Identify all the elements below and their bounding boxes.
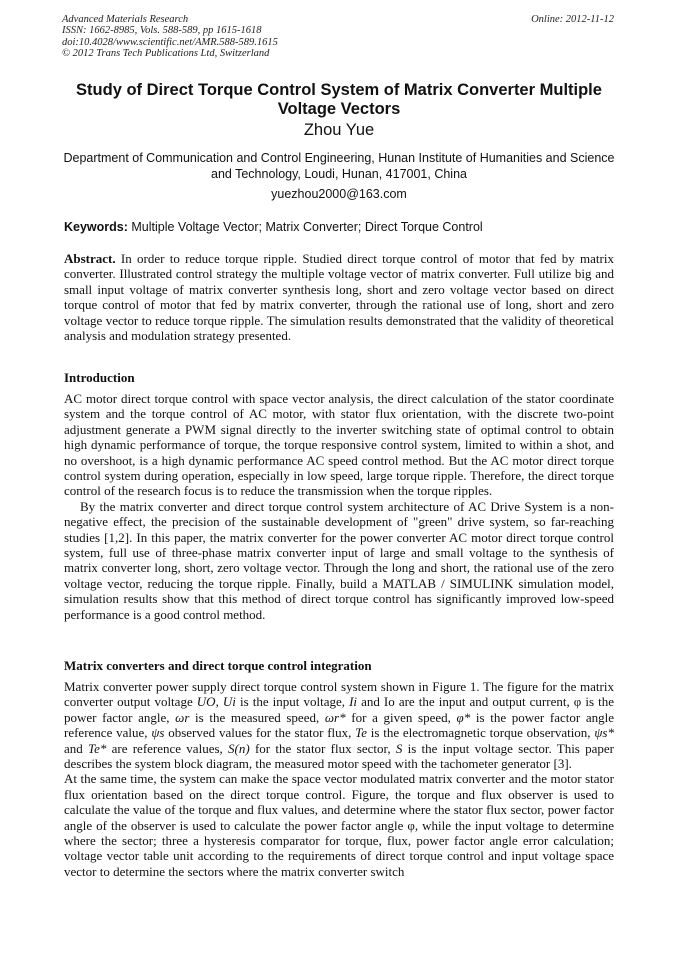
symbol: S: [395, 740, 403, 756]
keywords: [64, 220, 483, 234]
doi: doi:10.4028/www.scientific.net/AMR.588-589.1615: [62, 36, 278, 48]
author-email[interactable]: yuezhou2000@163.com: [271, 187, 407, 201]
text: for the stator flux sector,: [249, 740, 396, 756]
copyright: © 2012 Trans Tech Publications Ltd, Switzerland: [62, 47, 270, 59]
symbol: S(n): [228, 740, 250, 756]
integration-body: [64, 679, 614, 879]
text: is the input voltage sector. This paper describes the system block diagram, the measured motor speed with the tachometer generator [3].: [64, 740, 614, 772]
section-heading-integration: Matrix converters and direct torque control integration: [64, 658, 372, 673]
symbol: ωr: [175, 709, 190, 725]
abstract-label: Abstract.: [64, 251, 116, 266]
text: is the power factor angle reference value,: [64, 709, 614, 741]
symbol: Ii: [349, 694, 358, 710]
section-heading-introduction: Introduction: [64, 370, 135, 385]
text: and: [64, 740, 89, 756]
text: is the electromagnetic torque observation,: [366, 725, 595, 741]
issn: ISSN: 1662-8985, Vols. 588-589, pp 1615-1618: [62, 25, 262, 37]
intro-paragraph-2: By the matrix converter and direct torque control system architecture of AC Drive System is a non-negative effect, the precision of the sustainable development of "green" drive system, so far-reaching studies [1,2]. In this paper, the matrix converter for the power converter AC motor direct torque control system, full use of three-phase matrix converter input of large and small voltage to the synthesis of matrix converter long, short, zero voltage vector. Through the long and short, the rational use of the zero voltage vector, reducing the torque ripple. Finally, build a MATLAB / SIMULINK simulation model, simulation results show that this method of direct torque control has significantly improved low-speed performance is a good control method.: [64, 498, 614, 622]
journal-header: [62, 14, 278, 59]
symbol: ψs: [151, 725, 165, 741]
symbol: ψs*: [594, 725, 614, 741]
journal-name: Advanced Materials Research: [62, 14, 189, 25]
text: ,: [215, 694, 223, 710]
paper-title: Study of Direct Torque Control System of Matrix Converter Multiple Voltage Vectors: [76, 81, 602, 118]
keywords-label: Keywords:: [64, 220, 128, 234]
symbol: UO: [196, 694, 216, 710]
symbol: Ui: [222, 694, 236, 710]
text: is the measured speed,: [189, 709, 325, 725]
symbol: Te*: [88, 740, 107, 756]
author: Zhou Yue: [303, 121, 375, 139]
text: is the input voltage,: [235, 694, 350, 710]
text: are reference values,: [106, 740, 229, 756]
text: for a given speed,: [345, 709, 457, 725]
intro-paragraph-1: AC motor direct torque control with space vector analysis, the direct calculation of the stator coordinate system and the torque control of AC motor, with stator flux orientation, with the discrete two-point adjustment generate a PWM signal directly to the inverter switching state of optimal control to obtain high dynamic performance of torque, the torque responsive control system, limited to within a shot, and no overshoot, is a high dynamic performance AC speed control method. But the AC motor direct torque control system during operation, especially in low speed, large torque ripple. Therefore, the direct torque control of the research focus is to reduce the transmission when the torque ripples.: [64, 391, 614, 499]
abstract: [64, 251, 614, 343]
integration-paragraph-1: [64, 679, 614, 771]
symbol: ωr*: [324, 709, 346, 725]
affiliation: Department of Communication and Control Engineering, Hunan Institute of Humanities and Science and Technology, Loudi, Hunan, 417001, China: [63, 151, 615, 181]
keywords-text: Multiple Voltage Vector; Matrix Converter; Direct Torque Control: [127, 220, 483, 234]
integration-paragraph-2: At the same time, the system can make the space vector modulated matrix converter and the motor stator flux orientation based on the direct torque control. Figure, the torque and flux observer is used to calculate the value of the torque and flux values, and determine where the stator flux sector, power factor angle of the observer is used to calculate the power factor angle φ, while the input voltage to determine where the sector; three a hysteresis comparator for torque, flux, power factor angle error calculation; voltage vector table unit according to the requirements of direct torque control and input voltage space vector to determine the sectors where the matrix converter switch: [64, 771, 614, 879]
symbol: φ*: [456, 709, 471, 725]
text: observed values for the stator flux,: [164, 725, 356, 741]
abstract-text: In order to reduce torque ripple. Studied direct torque control of motor that fed by matrix converter. Illustrated control strategy the multiple voltage vector of matrix converter. Full utilize big and small input voltage of matrix converter synthesis long, short and zero voltage vector based on direct torque control of motor that fed by matrix converter, through the rational use of long, short and zero voltage vector to reduce torque ripple. The simulation results demonstrated that the validity of theoretical analysis and modulation strategy presented.: [64, 251, 614, 344]
symbol: Te: [355, 725, 367, 741]
text: Matrix converter power supply direct torque control system shown in Figure 1. The figure for the matrix converter output voltage: [64, 679, 614, 710]
text: and Io are the input and output current, φ is the power factor angle,: [64, 694, 614, 725]
intro-body: [64, 391, 614, 622]
online-date: Online: 2012-11-12: [531, 14, 614, 25]
